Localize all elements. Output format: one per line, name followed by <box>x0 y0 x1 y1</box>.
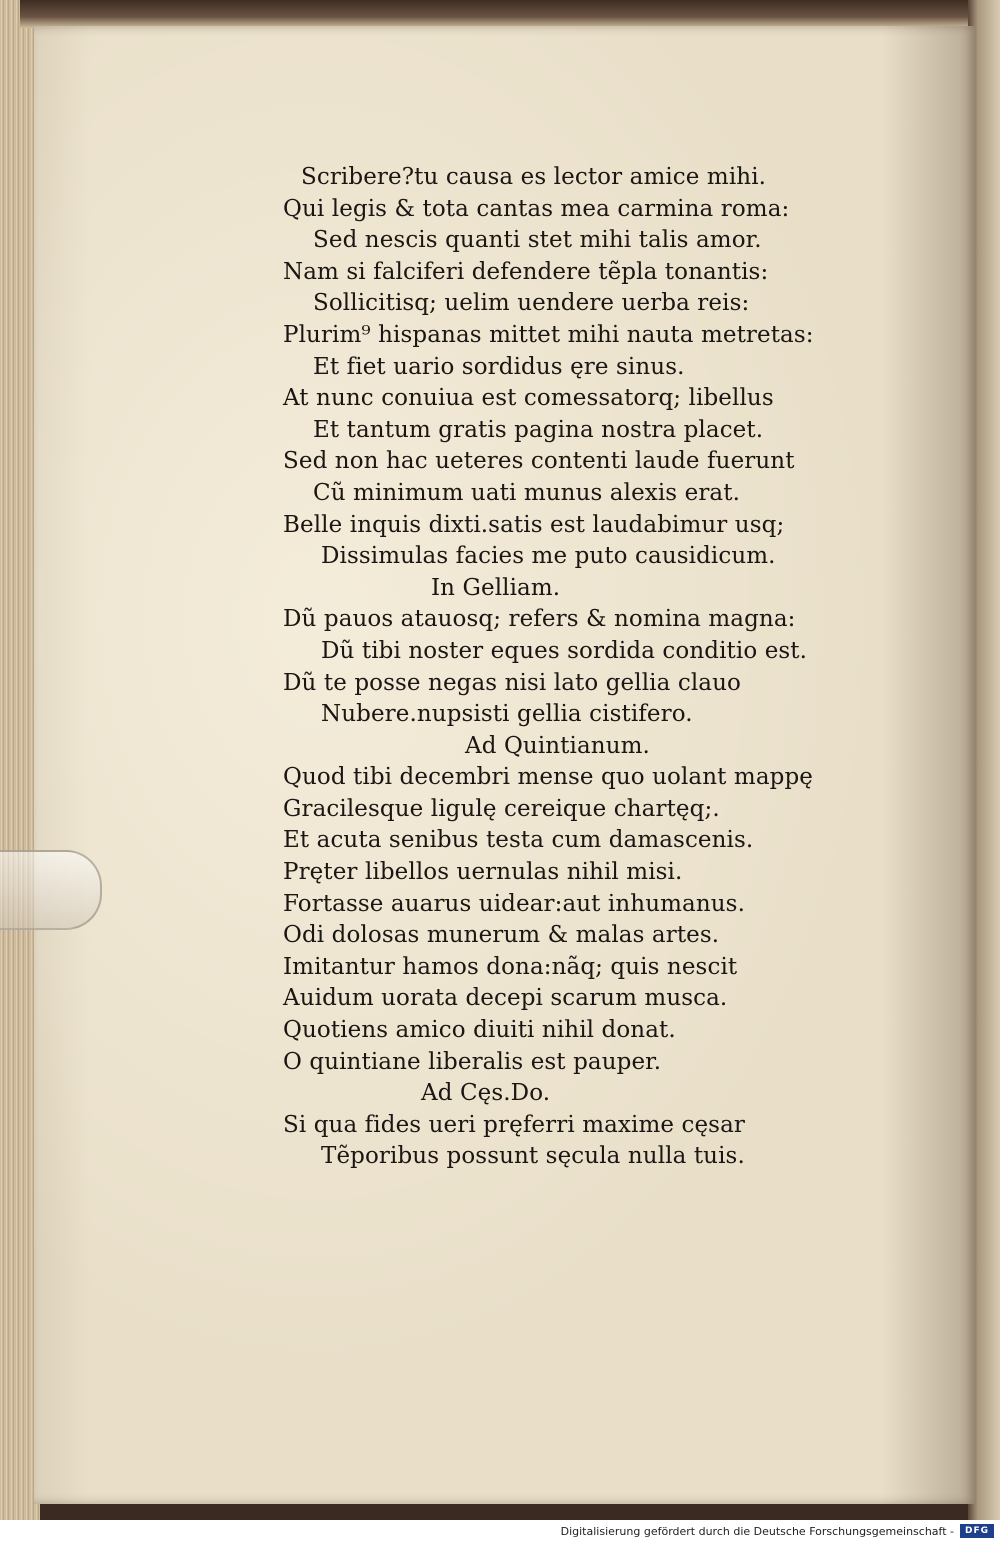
section-heading: Ad Cęs.Do. <box>421 1080 551 1107</box>
poem-text <box>283 162 843 1173</box>
verse-line: Sollicitisq; uelim uendere uerba reis: <box>313 290 750 317</box>
verse-line: Quod tibi decembri mense quo uolant mappę <box>283 764 813 791</box>
verse-line: Scribere?tu causa es lector amice mihi. <box>301 164 767 190</box>
dfg-logo: DFG <box>960 1524 994 1538</box>
section-heading: In Gelliam. <box>431 574 561 601</box>
funding-credit: Digitalisierung gefördert durch die Deutsche Forschungsgemeinschaft - <box>560 1525 954 1538</box>
book-cover-top <box>20 0 970 28</box>
verse-line: Odi dolosas munerum & malas artes. <box>283 922 720 949</box>
footer-bar <box>0 1520 1000 1542</box>
section-heading: Ad Quintianum. <box>465 732 650 759</box>
verse-line: Fortasse auarus uidear:aut inhumanus. <box>283 890 745 917</box>
verse-line: Tẽporibus possunt sęcula nulla tuis. <box>321 1143 745 1170</box>
verse-line: Auidum uorata decepi scarum musca. <box>283 985 728 1012</box>
verse-line: Plurim⁹ hispanas mittet mihi nauta metretas: <box>283 321 814 348</box>
verse-line: Pręter libellos uernulas nihil misi. <box>283 859 683 886</box>
verse-line: Si qua fides ueri pręferri maxime cęsar <box>283 1111 745 1138</box>
verse-line: At nunc conuiua est comessatorq; libellus <box>283 385 774 412</box>
verse-line: Dissimulas facies me puto causidicum. <box>321 543 776 570</box>
verse-line: O quintiane liberalis est pauper. <box>283 1048 662 1075</box>
verse-line: Et acuta senibus testa cum damascenis. <box>283 827 754 854</box>
verse-line: Dũ tibi noster eques sordida conditio est. <box>321 637 808 664</box>
verse-line: Dũ pauos atauosq; refers & nomina magna: <box>283 606 796 633</box>
verse-line: Gracilesque ligulę cereique chartęq;. <box>283 795 720 822</box>
verse-line: Sed nescis quanti stet mihi talis amor. <box>313 227 762 254</box>
verse-line: Belle inquis dixti.satis est laudabimur usq; <box>283 511 785 538</box>
verse-line: Et fiet uario sordidus ęre sinus. <box>313 353 685 380</box>
verse-line: Qui legis & tota cantas mea carmina roma: <box>283 195 790 222</box>
verse-line: Cũ minimum uati munus alexis erat. <box>313 479 740 506</box>
verse-line: Nam si falciferi defendere tẽpla tonantis: <box>283 258 769 285</box>
verse-line: Imitantur hamos dona:nãq; quis nescit <box>283 953 738 980</box>
verse-line: Dũ te posse negas nisi lato gellia clauo <box>283 669 741 696</box>
page-clip-tab <box>0 850 102 930</box>
verse-line: Et tantum gratis pagina nostra placet. <box>313 416 764 443</box>
verse-line: Sed non hac ueteres contenti laude fuerunt <box>283 448 795 475</box>
verse-line: Nubere.nupsisti gellia cistifero. <box>321 701 693 728</box>
verse-line: Quotiens amico diuiti nihil donat. <box>283 1017 676 1044</box>
